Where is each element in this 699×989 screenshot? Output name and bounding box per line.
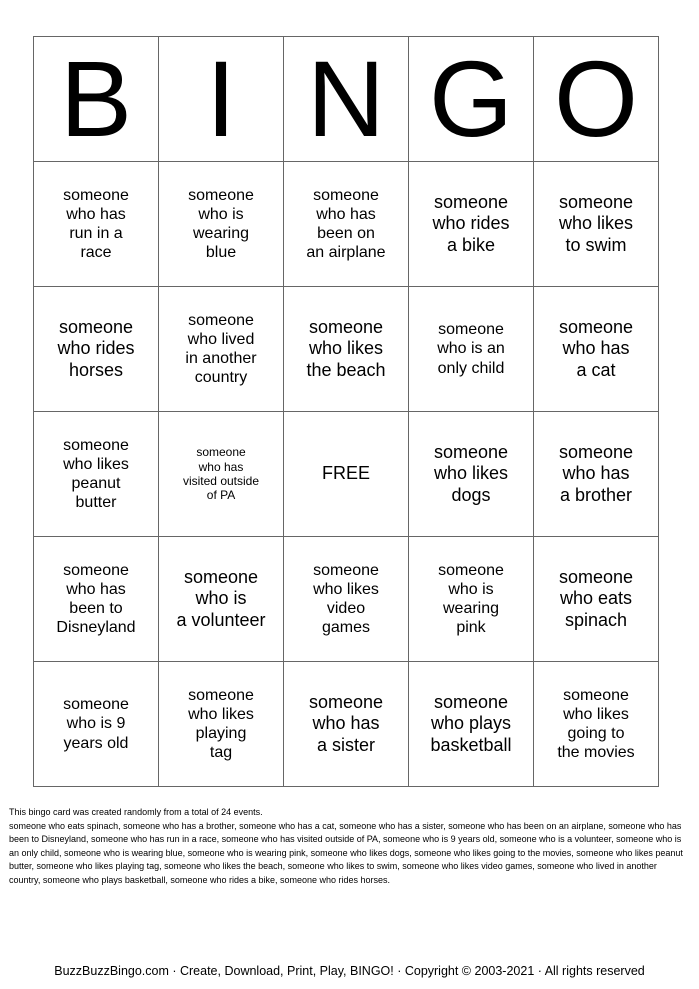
free-space: FREE [284,412,409,537]
bingo-cell: someone who plays basketball [409,662,534,787]
bingo-cell: someone who likes the beach [284,287,409,412]
bingo-cell: someone who rides a bike [409,162,534,287]
bingo-cell: someone who rides horses [34,287,159,412]
bingo-cell: someone who lived in another country [159,287,284,412]
bingo-cell: someone who is wearing blue [159,162,284,287]
bingo-cell: someone who is an only child [409,287,534,412]
bingo-cell: someone who likes going to the movies [534,662,659,787]
bingo-cell: someone who has run in a race [34,162,159,287]
bingo-cell: someone who likes to swim [534,162,659,287]
bingo-cell: someone who has been to Disneyland [34,537,159,662]
bingo-cell: someone who has a brother [534,412,659,537]
header-letter-o: O [534,37,659,162]
event-list [9,806,685,888]
bingo-cell: someone who has a sister [284,662,409,787]
bingo-cell: someone who likes peanut butter [34,412,159,537]
bingo-cell: someone who has been on an airplane [284,162,409,287]
bingo-cell: someone who likes video games [284,537,409,662]
card-row [34,287,659,412]
footer-text: BuzzBuzzBingo.com · Create, Download, Print, Play, BINGO! · Copyright © 2003-2021 · All rights reserved [54,964,645,978]
bingo-cell: someone who is wearing pink [409,537,534,662]
bingo-cell: someone who has a cat [534,287,659,412]
card-row [34,537,659,662]
header-letter-b: B [34,37,159,162]
card-row [34,412,659,537]
event-list-items: someone who eats spinach, someone who has a brother, someone who has a cat, someone who has a sister, someone who has been on an airplane, someone who has been to Disneyland, someone who has run in a race, someone who has visited outside of PA, someone who is 9 years old, someone who is a volunteer, someone who is an only child, someone who is wearing blue, someone who is wearing pink, someone who likes dogs, someone who likes going to the movies, someone who likes peanut butter, someone who likes playing tag, someone who likes the beach, someone who likes to swim, someone who likes video games, someone who lived in another country, someone who plays basketball, someone who rides a bike, someone who rides horses. [9,820,683,885]
header-letter-n: N [284,37,409,162]
bingo-cell: someone who is 9 years old [34,662,159,787]
event-list-intro: This bingo card was created randomly from a total of 24 events. [9,807,263,817]
card-row [34,662,659,787]
bingo-card [33,36,659,787]
bingo-cell: someone who is a volunteer [159,537,284,662]
header-letter-g: G [409,37,534,162]
bingo-cell: someone who eats spinach [534,537,659,662]
bingo-cell: someone who likes playing tag [159,662,284,787]
header-letter-i: I [159,37,284,162]
bingo-cell: someone who likes dogs [409,412,534,537]
header-row [34,37,659,162]
card-row [34,162,659,287]
bingo-cell: someone who has visited outside of PA [159,412,284,537]
